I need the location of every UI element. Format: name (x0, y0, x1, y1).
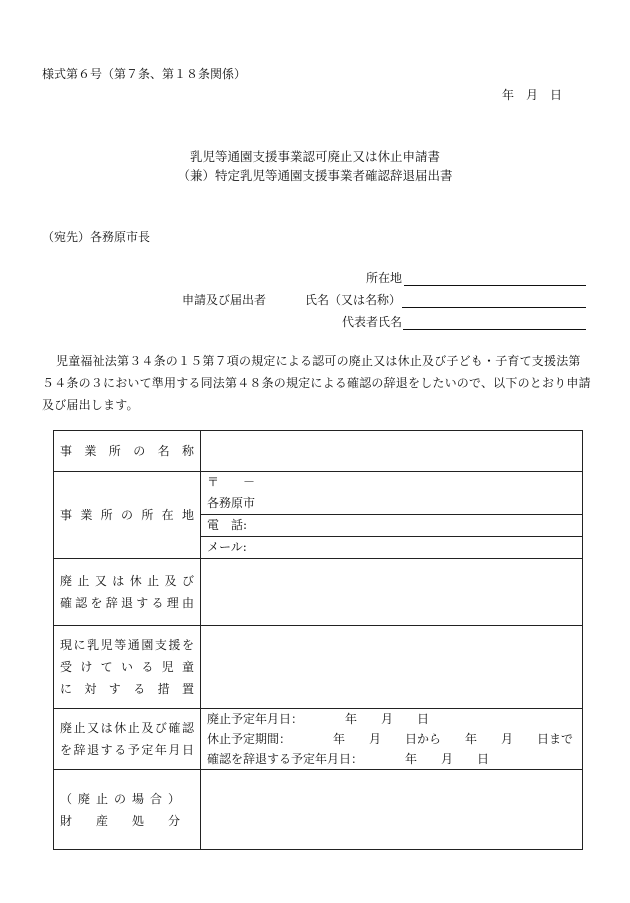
applicant-label: 申請及び届出者 (182, 293, 267, 307)
facility-name-label: 事 業 所 の 名 称 (54, 431, 201, 472)
location-field[interactable] (404, 271, 586, 286)
postal-line[interactable]: 〒 － (207, 475, 256, 489)
row-facility-address (54, 472, 583, 559)
row-measures (54, 626, 583, 709)
measures-label: 現に乳児等通園支援を 受 け て い る 児 童 に 対 す る 措 置 (54, 626, 201, 709)
addressee: （宛先）各務原市長 (42, 230, 151, 244)
planned-decline-line[interactable]: 確認を辞退する予定年月日： 年 月 日 (207, 752, 490, 766)
facility-address-cell (201, 472, 583, 559)
reason-label: 廃止又は休止及び 確認を辞退する理由 (54, 559, 201, 626)
body-paragraph: 児童福祉法第３４条の１５第７項の規定による認可の廃止又は休止及び子ども・子育て支援法第５４条の３において準用する同法第４８条の規定による確認の辞退をしたいので、以下のとおり申請及び届出します。 (42, 354, 591, 412)
row-reason (54, 559, 583, 626)
name-field[interactable] (402, 293, 586, 308)
facility-address-label: 事 業 所 の 所 在 地 (54, 472, 201, 559)
row-property (54, 770, 583, 850)
representative-field[interactable] (403, 315, 586, 330)
reason-field[interactable] (201, 559, 583, 626)
document-title: 乳児等通園支援事業認可廃止又は休止申請書 (189, 149, 440, 164)
representative-label: 代表者氏名 (342, 315, 403, 329)
city-line[interactable]: 各務原市 (201, 493, 582, 515)
planned-suspend-line[interactable]: 休止予定期間： 年 月 日から 年 月 日まで (207, 732, 574, 746)
facility-name-field[interactable] (201, 431, 583, 472)
document-subtitle: （兼）特定乳児等通園支援事業者確認辞退届出書 (177, 168, 453, 183)
form-table (53, 430, 583, 850)
form-number: 様式第６号（第７条、第１８条関係） (42, 67, 247, 81)
name-label: 氏名（又は名称） (305, 293, 402, 307)
row-planned-date (54, 709, 583, 770)
property-field[interactable] (201, 770, 583, 850)
location-label: 所在地 (366, 271, 403, 285)
email-line[interactable]: メール: (207, 540, 247, 554)
phone-line[interactable]: 電 話: (201, 515, 582, 537)
planned-abolish-line[interactable]: 廃止予定年月日： 年 月 日 (207, 712, 430, 726)
planned-date-cell (201, 709, 583, 770)
row-facility-name (54, 431, 583, 472)
measures-field[interactable] (201, 626, 583, 709)
property-label: （ 廃 止 の 場 合 ） 財 産 処 分 (54, 770, 201, 850)
date-line: 年 月 日 (502, 88, 563, 102)
planned-date-label: 廃止又は休止及び確認 を辞退する予定年月日 (54, 709, 201, 770)
